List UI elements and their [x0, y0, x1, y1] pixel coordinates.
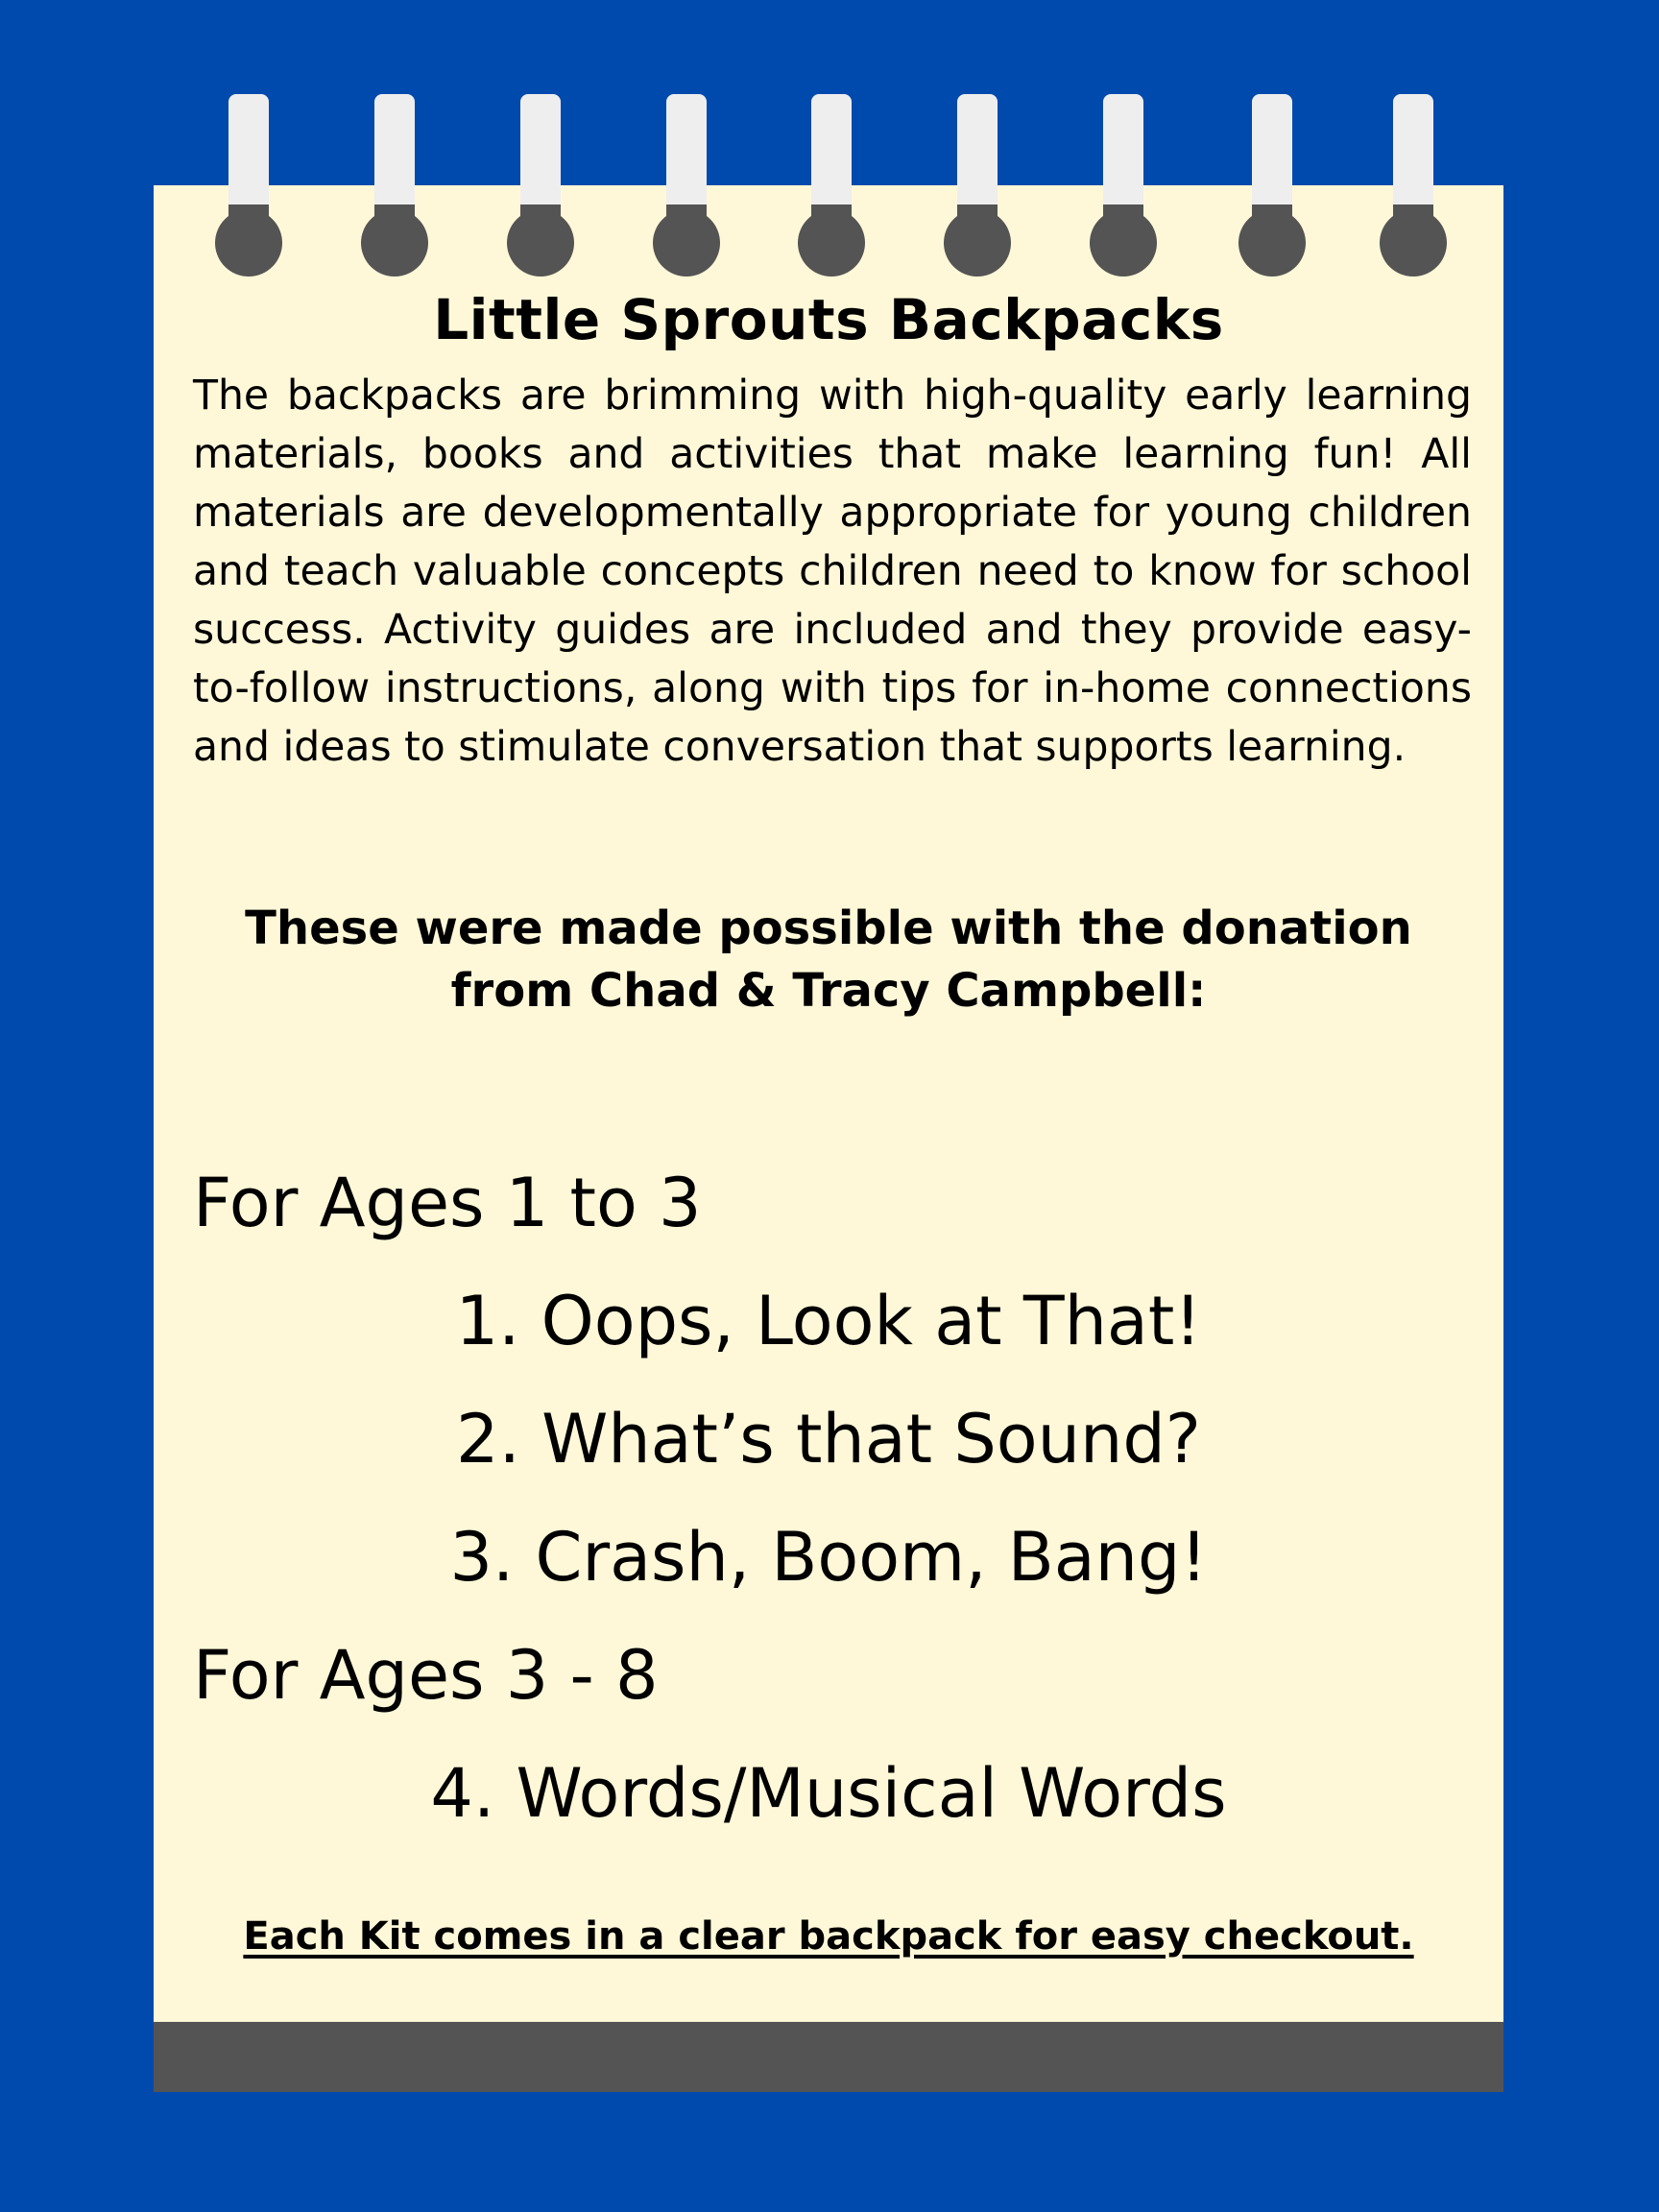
binder-ring-icon [1090, 94, 1157, 278]
binder-ring-icon [653, 94, 720, 278]
donation-note [154, 898, 1503, 1022]
kit-item: 2. What’s that Sound? [456, 1400, 1201, 1479]
kit-item: 1. Oops, Look at That! [455, 1282, 1202, 1360]
kit-item: 3. Crash, Boom, Bang! [449, 1518, 1208, 1597]
binder-ring-icon [1380, 94, 1447, 278]
checkout-footnote: Each Kit comes in a clear backpack for easy checkout. [243, 1914, 1414, 1959]
notepad-bottom-band [154, 2022, 1503, 2092]
donation-line: These were made possible with the donation [245, 902, 1412, 955]
binder-ring-icon [798, 94, 865, 278]
binder-ring-icon [944, 94, 1011, 278]
age-group-heading: For Ages 1 to 3 [193, 1164, 702, 1242]
intro-paragraph: The backpacks are brimming with high-quality early learning materials, books and activities that make learning fun! All materials are developmentally appropriate for young children and teach valuable concepts children need to know for school success. Activity guides are included and they provide easy-to-follow instructions, along with tips for in-home connections and ideas to stimulate conversation that supports learning. [193, 373, 1472, 771]
page-title: Little Sprouts Backpacks [433, 287, 1224, 352]
binder-ring-icon [215, 94, 282, 278]
kit-item: 4. Words/Musical Words [430, 1754, 1227, 1833]
binder-ring-icon [361, 94, 428, 278]
binder-ring-icon [507, 94, 574, 278]
age-group-heading: For Ages 3 - 8 [193, 1636, 659, 1715]
binder-ring-icon [1238, 94, 1306, 278]
donation-line: from Chad & Tracy Campbell: [450, 964, 1207, 1018]
